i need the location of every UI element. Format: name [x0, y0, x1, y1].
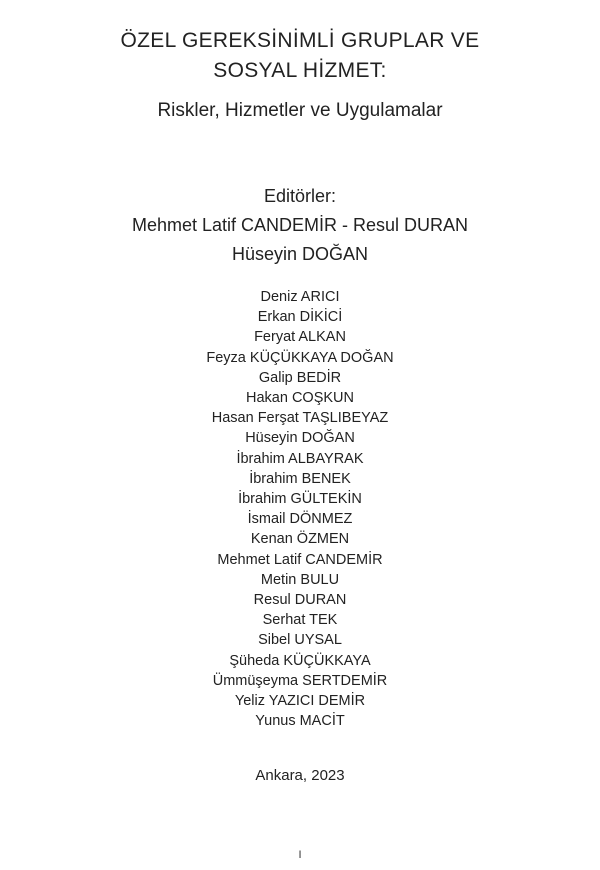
- author-name: İbrahim ALBAYRAK: [236, 450, 364, 467]
- author-name: Metin BULU: [260, 571, 340, 588]
- author-name: Feyza KÜÇÜKKAYA DOĞAN: [206, 349, 394, 366]
- author-name: Erkan DİKİCİ: [257, 309, 343, 326]
- publication-place-date: Ankara, 2023: [255, 767, 345, 784]
- author-name: Yeliz YAZICI DEMİR: [234, 693, 366, 710]
- editors-line-1: Mehmet Latif CANDEMİR - Resul DURAN: [131, 215, 469, 235]
- editors-section: [0, 182, 600, 269]
- author-name: İbrahim GÜLTEKİN: [238, 491, 362, 508]
- book-title-line-1: ÖZEL GEREKSİNİMLİ GRUPLAR VE: [120, 29, 480, 52]
- author-name: Kenan ÖZMEN: [250, 531, 350, 548]
- author-name: İsmail DÖNMEZ: [247, 511, 353, 528]
- book-title: [0, 26, 600, 86]
- author-name: Serhat TEK: [262, 612, 338, 629]
- author-name: Hüseyin DOĞAN: [245, 430, 355, 447]
- author-name: Galip BEDİR: [258, 369, 342, 386]
- author-name: İbrahim BENEK: [249, 470, 351, 487]
- author-name: Mehmet Latif CANDEMİR: [217, 551, 383, 568]
- author-name: Deniz ARICI: [260, 289, 340, 305]
- book-subtitle: Riskler, Hizmetler ve Uygulamalar: [157, 100, 443, 121]
- editors-line-2: Hüseyin DOĞAN: [231, 244, 369, 264]
- author-name: Feryat ALKAN: [254, 329, 346, 346]
- author-name: Hasan Ferşat TAŞLIBEYAZ: [211, 410, 389, 427]
- author-name: Ümmüşeyma SERTDEMİR: [212, 672, 388, 689]
- author-name: Sibel UYSAL: [258, 632, 342, 649]
- page-number: I: [298, 849, 302, 861]
- author-name: Hakan COŞKUN: [246, 390, 354, 407]
- book-title-line-2: SOSYAL HİZMET:: [213, 59, 387, 82]
- author-name: Şüheda KÜÇÜKKAYA: [229, 652, 371, 669]
- authors-list: [0, 287, 600, 731]
- author-name: Yunus MACİT: [255, 713, 345, 730]
- editors-label: Editörler:: [263, 186, 337, 206]
- author-name: Resul DURAN: [253, 592, 347, 609]
